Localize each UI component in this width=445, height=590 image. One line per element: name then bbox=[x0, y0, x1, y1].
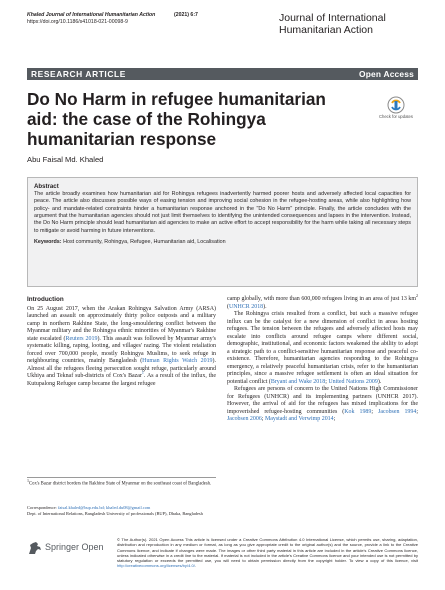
license-body: © The Author(s). 2021 Open Access This article is licensed under a Creative Commons Attribution 4.0 International License, which permits use, sharing, adaptation, distribution and reproduction in any medium or format, as long as you give appropriate credit to the original author(s) and the source, provide a link to the Creative Commons licence, and indicate if changes were made. The images or other third party material in this article are included in the article's Creative Commons licence, unless indicated otherwise in a credit line to the material. If material is not included in the article's Creative Commons licence and your intended use is not permitted by statutory regulation or exceeds the permitted use, you will need to obtain permission directly from the copyright holder. To view a copy of this licence, visit bbox=[117, 537, 418, 564]
citation-link[interactable]: Human Rights Watch 2019 bbox=[142, 358, 213, 364]
citation-link[interactable]: Bryant and Wake 2018 bbox=[270, 378, 326, 385]
doi-link[interactable]: https://doi.org/10.1186/s41018-021-00098-9 bbox=[27, 19, 128, 26]
publisher-name: Springer Open bbox=[45, 542, 104, 552]
citation-header bbox=[27, 12, 277, 27]
footnote bbox=[27, 477, 216, 487]
text-run: ). This assault was followed by Myanmar army's systematic killing, raping, looting, and villages' razing. The violent retaliation forced over 700,000 people, mostly Rohingya Muslims, to seek refuge in neighbouring countries, mainly Bangladesh ( bbox=[27, 335, 216, 364]
intro-paragraph-3 bbox=[227, 386, 418, 424]
journal-short-name: Khaled Journal of International Humanitarian Action bbox=[27, 12, 156, 18]
intro-paragraph-1 bbox=[27, 306, 216, 389]
abstract-heading: Abstract bbox=[34, 183, 59, 190]
citation-link[interactable]: Kok 1989 bbox=[344, 408, 372, 415]
intro-paragraph-1-cont bbox=[227, 293, 418, 311]
citation-link[interactable]: UNHCR 2018 bbox=[228, 303, 264, 310]
body-column-right bbox=[227, 293, 418, 424]
text-run: ; bbox=[333, 416, 336, 422]
citation-link[interactable]: Maystadt and Verwimp 2014 bbox=[264, 416, 334, 422]
check-for-updates-label: Check for updates bbox=[379, 114, 413, 119]
footnote-text: Cox's Bazar district borders the Rakhine State of Myanmar on the southeast coast of Bangladesh. bbox=[29, 481, 212, 487]
text-run: ). bbox=[377, 378, 382, 385]
author-affiliation: Dept. of International Relations, Bangladesh University of professionals (BUP), Dhaka, Bangladesh bbox=[27, 510, 203, 516]
license-end: . bbox=[194, 563, 196, 569]
correspondence-emails[interactable]: faisal.khaled@bup.edu.bd; khaled.du08@gmail.com bbox=[57, 505, 151, 510]
text-run: ; bbox=[371, 408, 379, 415]
text-run: camp globally, with more than 600,000 refugees living in an area of just 13 km bbox=[227, 296, 416, 302]
license-text bbox=[117, 537, 418, 569]
keywords-text: Host community, Rohingya, Refugee, Humanitarian aid, Localisation bbox=[63, 239, 226, 246]
author-name[interactable]: Abu Faisal Md. Khaled bbox=[27, 155, 104, 164]
citation-link[interactable]: Jacobsen 1994 bbox=[378, 408, 417, 415]
text-run: ). bbox=[263, 303, 267, 310]
text-run: ; bbox=[325, 378, 329, 385]
correspondence-label: Correspondence: bbox=[27, 505, 57, 510]
license-link[interactable]: http://creativecommons.org/licenses/by/4.0/ bbox=[117, 563, 195, 569]
abstract-text: The article broadly examines how humanitarian aid for Rohingya refugees inadvertently harmed poorer hosts and adversely affected local capacities for peace. The article also discusses possible ways of easing tension and improving social cohesion in the refugee-hosting areas, while also highlighting how policy- and mandate-related constraints hinder a humanitarian response anchored in the "Do No Harm" principle. Finally, the article concludes with the argument that the humanitarian agencies should not just limit themselves to identifying the unintended consequences and lapses in the intervention. Instead, the Do No Harm principle should lead humanitarian aid agencies to make an active effort to accept responsibility for the harm while taking all necessary steps to mitigate or avoid harming in future interventions. bbox=[34, 191, 411, 234]
text-run: ; bbox=[416, 408, 418, 415]
citation-link[interactable]: Jacobsen 2006 bbox=[227, 416, 262, 422]
footnote-marker[interactable]: 1 bbox=[141, 370, 144, 376]
springer-open-logo[interactable] bbox=[27, 541, 122, 555]
open-access-label: Open Access bbox=[359, 69, 414, 79]
text-run: ; bbox=[261, 416, 265, 422]
text-run: . As a result of the influx, the Kutupalong Refugee camp became the largest refugee bbox=[27, 373, 217, 387]
article-title: Do No Harm in refugee humanitarian aid: the case of the Rohingya humanitarian response bbox=[27, 89, 326, 149]
check-for-updates-icon bbox=[387, 96, 405, 114]
abstract-box bbox=[27, 177, 418, 287]
keywords-label: Keywords: bbox=[34, 239, 62, 246]
superscript: 2 bbox=[416, 293, 418, 299]
springer-horse-icon bbox=[27, 541, 43, 555]
text-run: ( bbox=[227, 303, 229, 310]
keywords-line bbox=[34, 239, 411, 246]
citation-link[interactable]: United Nations 2009 bbox=[328, 378, 378, 385]
article-type-banner bbox=[27, 68, 418, 80]
citation-link[interactable]: Reuters 2019 bbox=[65, 335, 98, 342]
intro-paragraph-2 bbox=[227, 311, 418, 386]
text-run: Refugees are persons of concern to the United Nations High Commissioner for Refugees (UNHCR) and its implementing partners (UNHCR 2017). However, the arrival of aid for the refugees has mixed implications for the impoverished refugee-hosting communities ( bbox=[227, 386, 418, 415]
text-run: ). Almost all the refugees fleeing persecution sought refuge, particularly around Ukhiya and Teknaf sub-districts of Cox's Bazar bbox=[27, 358, 216, 379]
journal-title: Journal of International Humanitarian Action bbox=[279, 12, 386, 36]
year-volume: (2021) 6:7 bbox=[174, 12, 198, 18]
footnote-number: 1 bbox=[27, 478, 29, 483]
text-run: On 25 August 2017, when the Arakan Rohingya Salvation Army (ARSA) launched an assault on approximately thirty police outposts and a military camp in northern Rakhine State, the long-smouldering conflict between the Myanmar military and the Rohingya ethnic minorities of Myanmar's Rakhine state escalated ( bbox=[27, 305, 216, 342]
text-run: The Rohingya crisis resulted from a conflict, but such a massive refugee influx can be the catalyst for a new dimension of conflict in areas hosting refugees. The tension between the refugees and adversely affected hosts may escalate into conflicts around refugee camps where different social, demographic, institutional, and economic factors weakened the ability to adopt a strategic path to a conflict-sensitive humanitarian response and peaceful co-existence. Therefore, humanitarian agencies responding to the Rohingya emergency, a relatively peaceful humanitarian crisis, refer to the humanitarian principles, since a massive refugee settlement is often an ideal situation for potential conflict ( bbox=[227, 311, 418, 385]
article-type: RESEARCH ARTICLE bbox=[31, 69, 126, 79]
check-for-updates-badge[interactable] bbox=[376, 96, 416, 128]
body-column-left bbox=[27, 296, 216, 388]
correspondence-block bbox=[27, 505, 216, 516]
introduction-heading: Introduction bbox=[27, 296, 64, 303]
